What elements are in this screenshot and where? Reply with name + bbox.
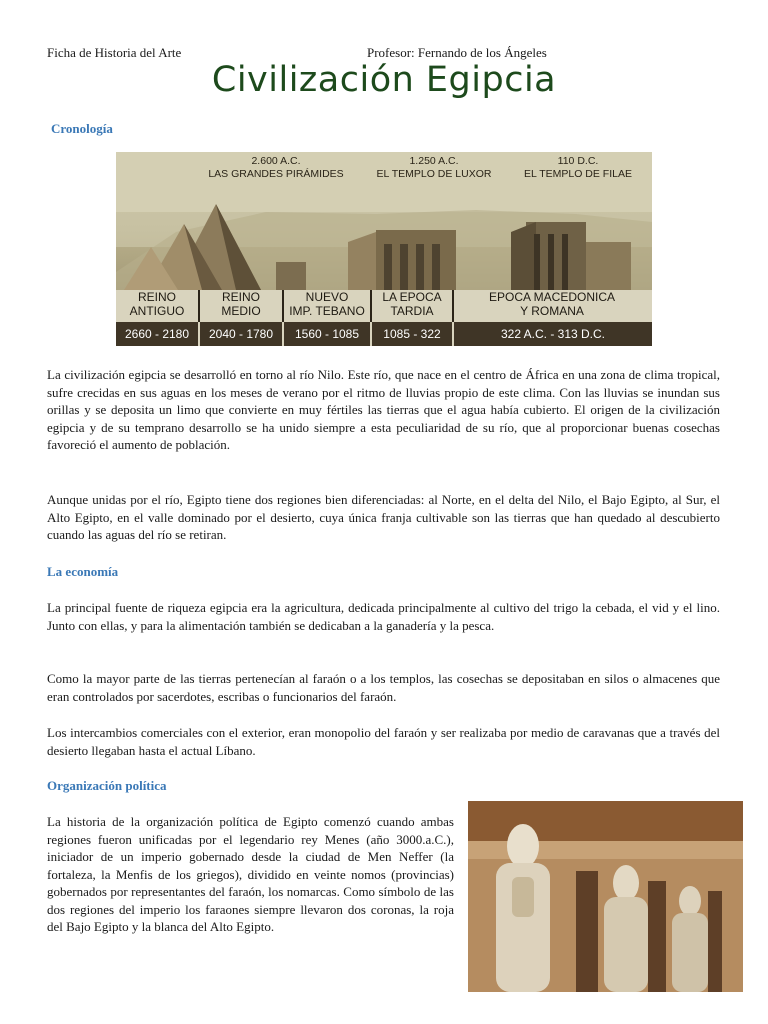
period-name: EPOCA MACEDONICA [488,290,616,304]
header-left: Ficha de Historia del Arte [47,45,182,60]
caption-date: 1.250 A.C. [409,155,459,167]
period-dates: 2040 - 1780 [200,322,284,346]
section-heading-cronologia: Cronología [51,121,113,136]
statues-illustration [468,801,743,992]
period-dates: 322 A.C. - 313 D.C. [454,322,652,346]
paragraph-comercio: Los intercambios comerciales con el exterior, eran monopolio del faraón y ser realizaba por medio de caravanas que a través del desierto llegaban hasta el actual Líbano. [47,725,720,758]
paragraph-organizacion: La historia de la organización política de Egipto comenzó cuando ambas regiones fueron unificadas por el legendario rey Menes (año 3000.a.C.), iniciador de un imperio gobernado desde la ciudad de Men Neffer (la fortaleza, la Menfis de los griegos), dividido en veinte nomos (provincias) gobernados por representantes del faraón, los nomarcas. Como símbolo de las dos regiones del imperio los faraones siempre llevaron dos coronas, la roja del Bajo Egipto y la blanca del Alto Egipto. [47,814,454,934]
paragraph-cosechas: Como la mayor parte de las tierras pertenecían al faraón o a los templos, las cosechas se depositaban en silos o almacenes que eran controlados por sacerdotes, escribas o funcionarios del faraón. [47,671,720,704]
paragraph-intro: La civilización egipcia se desarrolló en torno al río Nilo. Este río, que nace en el centro de África en una zona de clima tropical, sufre crecidas en sus aguas en los meses de verano por el ritmo de lluvias propio de este clima. Con las lluvias se inundan sus orillas y se deposita un limo que convierte en muy fértiles las tierras que el agua había cubierto. El origen de la civilización egipcia y de su temprano desarrollo se ha unido siempre a esta peculiaridad de su río, que al proporcionar buenas cosechas favoreció el aumento de población. [47,367,720,452]
period-reino-antiguo [116,290,200,322]
period-dates: 2660 - 2180 [116,322,200,346]
paragraph-regiones: Aunque unidas por el río, Egipto tiene dos regiones bien diferenciadas: al Norte, en el delta del Nilo, el Bajo Egipto, al Sur, el Alto Egipto, en el valle dominado por el desierto, cuya única franja cultivable son las tierras que han quedado al descubierto cuando las aguas del río se retiran. [47,492,720,542]
statues-photo [468,801,743,992]
period-dates: 1085 - 322 [372,322,454,346]
period-name: IMP. TEBANO [289,304,365,318]
period-name: Y ROMANA [520,304,584,318]
period-name: MEDIO [221,304,261,318]
caption-label: EL TEMPLO DE LUXOR [376,168,492,180]
period-dates: 1560 - 1085 [284,322,372,346]
caption-label: LAS GRANDES PIRÁMIDES [208,168,344,180]
section-heading-politica: Organización política [47,778,167,793]
period-name: LA EPOCA [382,290,442,304]
paragraph-agricultura: La principal fuente de riqueza egipcia era la agricultura, dedicada principalmente al cultivo del trigo la cebada, el vid y el lino. Junto con ellas, y para la alimentación también se dedicaban a la ganadería y la pesca. [47,600,720,633]
period-name: ANTIGUO [129,304,185,318]
header-right: Profesor: Fernando de los Ángeles [367,45,547,60]
caption-date: 2.600 A.C. [251,155,301,167]
period-epoca-tardia [372,290,454,322]
period-epoca-macedonica [454,290,650,322]
period-name: REINO [137,290,176,304]
caption-date: 110 D.C. [557,155,599,167]
chronology-figure [116,152,652,346]
section-heading-economia: La economía [47,564,119,579]
page-title: Civilización Egipcia [211,60,557,100]
period-name: TARDIA [390,304,434,318]
period-name: NUEVO [305,290,349,304]
period-reino-medio [200,290,284,322]
period-nuevo-imperio [284,290,372,322]
caption-label: EL TEMPLO DE FILAE [524,168,632,180]
period-name: REINO [221,290,260,304]
